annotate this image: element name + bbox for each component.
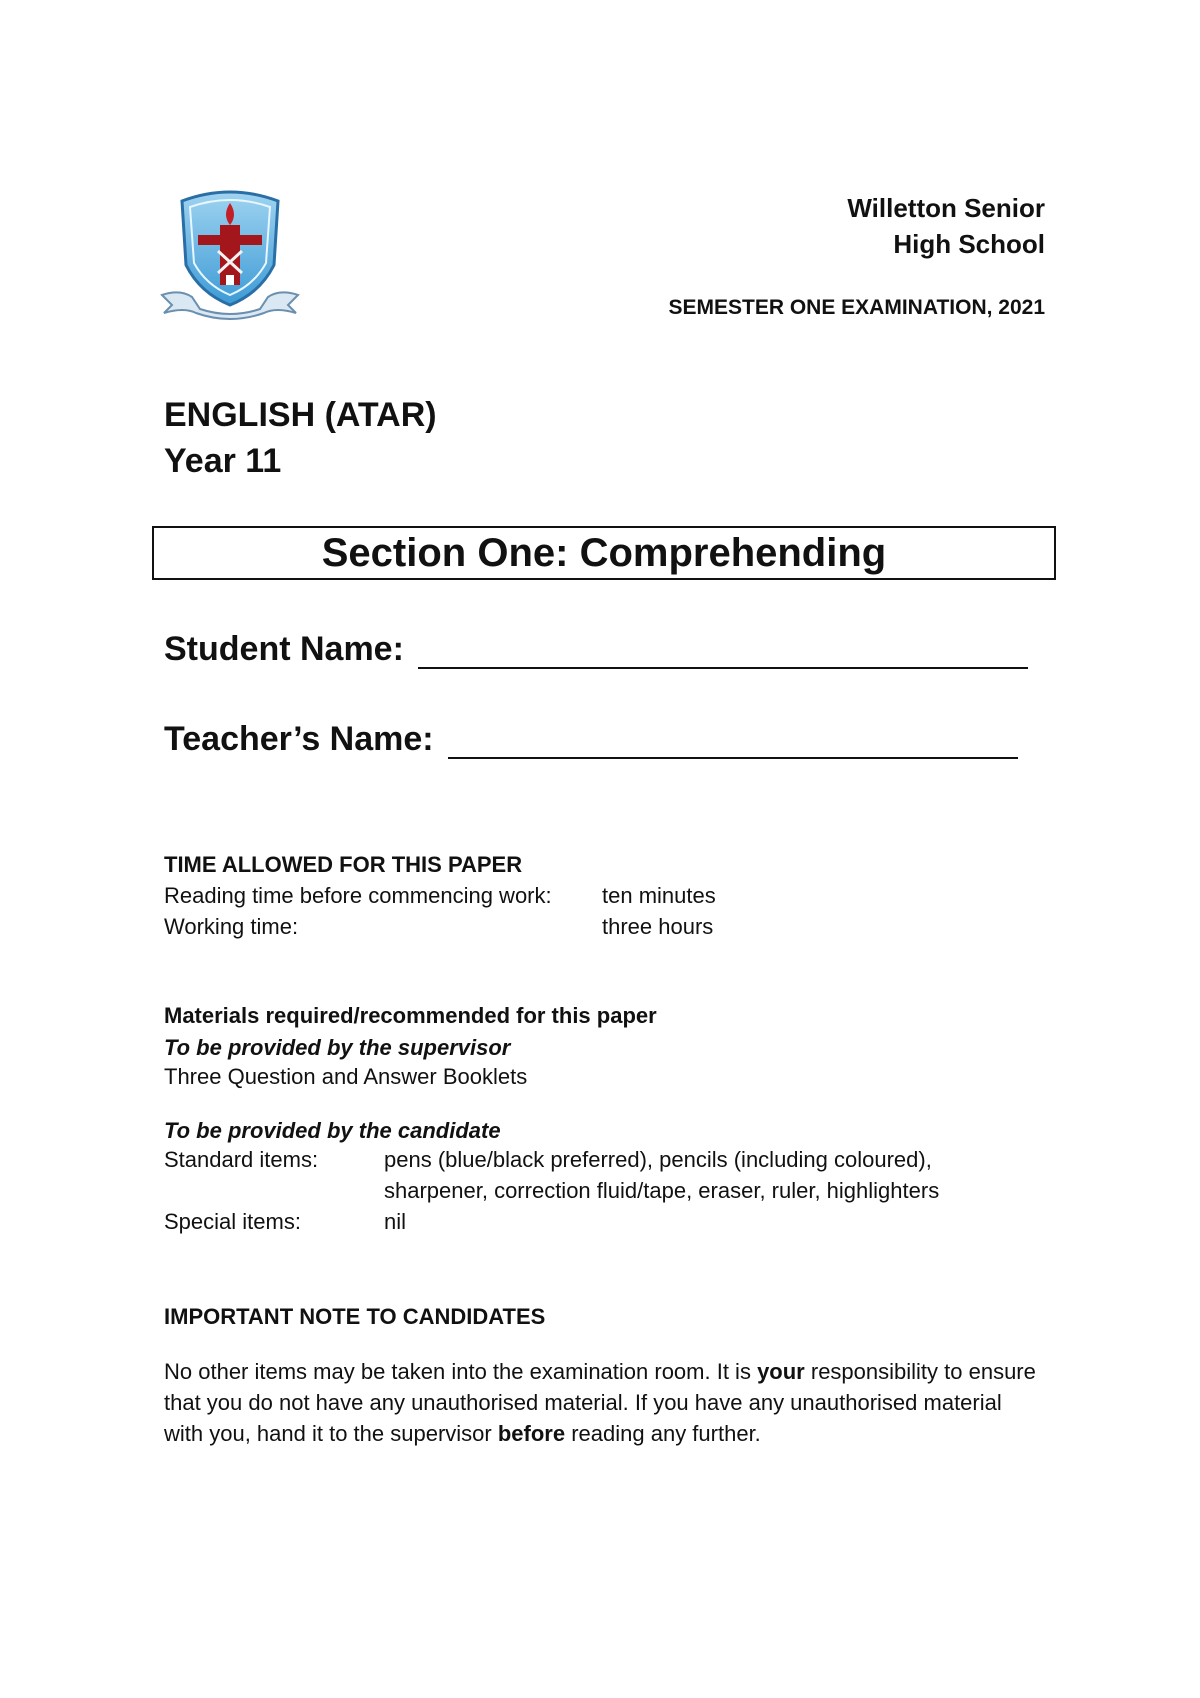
student-name-row (164, 630, 1028, 669)
subject-year: Year 11 (164, 442, 282, 480)
teacher-name-label: Teacher’s Name: (164, 720, 434, 758)
school-name-line2: High School (893, 229, 1045, 259)
time-row-value: three hours (602, 914, 714, 939)
candidate-heading: To be provided by the candidate (164, 1118, 501, 1143)
standard-items-row (164, 1144, 939, 1206)
note-heading: IMPORTANT NOTE TO CANDIDATES (164, 1304, 546, 1329)
note-bold-before: before (497, 1421, 566, 1446)
special-items-label: Special items: (164, 1209, 301, 1234)
time-row (164, 880, 716, 911)
important-note-section (164, 1304, 1044, 1449)
school-name (847, 190, 1045, 262)
teacher-name-field[interactable] (448, 727, 1018, 759)
time-row (164, 911, 716, 942)
standard-items-line1: pens (blue/black preferred), pencils (including coloured), (384, 1147, 932, 1172)
section-title-box (152, 526, 1056, 580)
note-text-1: No other items may be taken into the examination room. It is (164, 1359, 758, 1384)
subject-name: ENGLISH (ATAR) (164, 396, 437, 434)
time-heading: TIME ALLOWED FOR THIS PAPER (164, 852, 523, 877)
note-text-3: reading any further. (565, 1421, 761, 1446)
special-items-value: nil (384, 1209, 407, 1234)
time-row-value: ten minutes (602, 883, 716, 908)
materials-section (164, 1003, 939, 1237)
time-allowed-section (164, 852, 716, 942)
subject-block (164, 392, 437, 484)
time-row-label: Reading time before commencing work: (164, 883, 552, 908)
exam-title: SEMESTER ONE EXAMINATION, 2021 (668, 296, 1045, 319)
student-name-field[interactable] (418, 637, 1028, 669)
supervisor-items: Three Question and Answer Booklets (164, 1064, 528, 1089)
materials-heading: Materials required/recommended for this paper (164, 1003, 657, 1028)
section-title: Section One: Comprehending (321, 530, 887, 575)
special-items-row (164, 1206, 939, 1237)
teacher-name-row (164, 720, 1018, 759)
student-name-label: Student Name: (164, 630, 404, 668)
standard-items-line2: sharpener, correction fluid/tape, eraser, ruler, highlighters (384, 1178, 940, 1203)
standard-items-label: Standard items: (164, 1147, 319, 1172)
school-crest-icon (160, 185, 300, 320)
supervisor-heading: To be provided by the supervisor (164, 1035, 511, 1060)
note-paragraph (164, 1356, 1044, 1449)
note-text-2: responsibility to ensure that you do not have any unauthorised material. If you have any unauthorised material with you, hand it to the supervisor (164, 1359, 1036, 1446)
school-name-line1: Willetton Senior (847, 193, 1045, 223)
note-bold-your: your (757, 1359, 805, 1384)
time-row-label: Working time: (164, 914, 299, 939)
